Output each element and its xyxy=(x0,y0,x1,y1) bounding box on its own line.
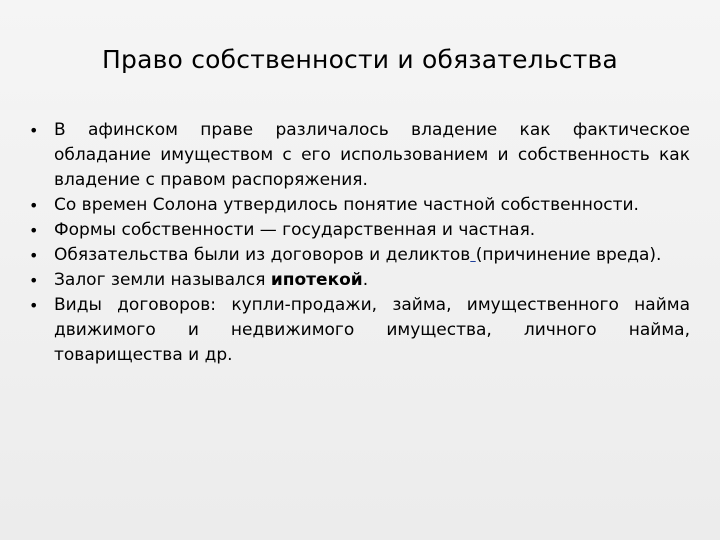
bold-term: ипотекой xyxy=(270,270,363,290)
slide-title: Право собственности и обязательства xyxy=(102,45,618,74)
bullet-icon: • xyxy=(29,221,39,240)
bullet-text-part: Обязательства были из договоров и деликтов xyxy=(54,245,471,265)
bullet-text: Со времен Солона утвердилось понятие частной собственности. xyxy=(54,195,639,215)
list-item xyxy=(28,268,690,293)
list-item xyxy=(28,243,690,268)
bullet-icon: • xyxy=(29,246,39,265)
list-item xyxy=(28,193,690,218)
bullet-icon: • xyxy=(29,121,39,140)
bullet-icon: • xyxy=(29,271,39,290)
list-item xyxy=(28,218,690,243)
bullet-icon: • xyxy=(29,296,39,315)
bullet-icon: • xyxy=(29,196,39,215)
bullet-text: Формы собственности — государственная и частная. xyxy=(54,220,536,240)
bullet-text: В афинском праве различалось владение как фактическое обладание имуществом с его использованием и собственность как владение с правом распоряжения. xyxy=(54,120,690,190)
bullet-text-part: . xyxy=(362,270,369,290)
list-item xyxy=(28,118,690,193)
bullet-list xyxy=(28,118,690,368)
bullet-text: Виды договоров: купли-продажи, займа, имущественного найма движимого и недвижимого имущества, личного найма, товарищества и др. xyxy=(54,295,690,365)
bullet-text-part: (причинение вреда). xyxy=(475,245,662,265)
bullet-text-part: Залог земли назывался xyxy=(54,270,271,290)
list-item xyxy=(28,293,690,368)
